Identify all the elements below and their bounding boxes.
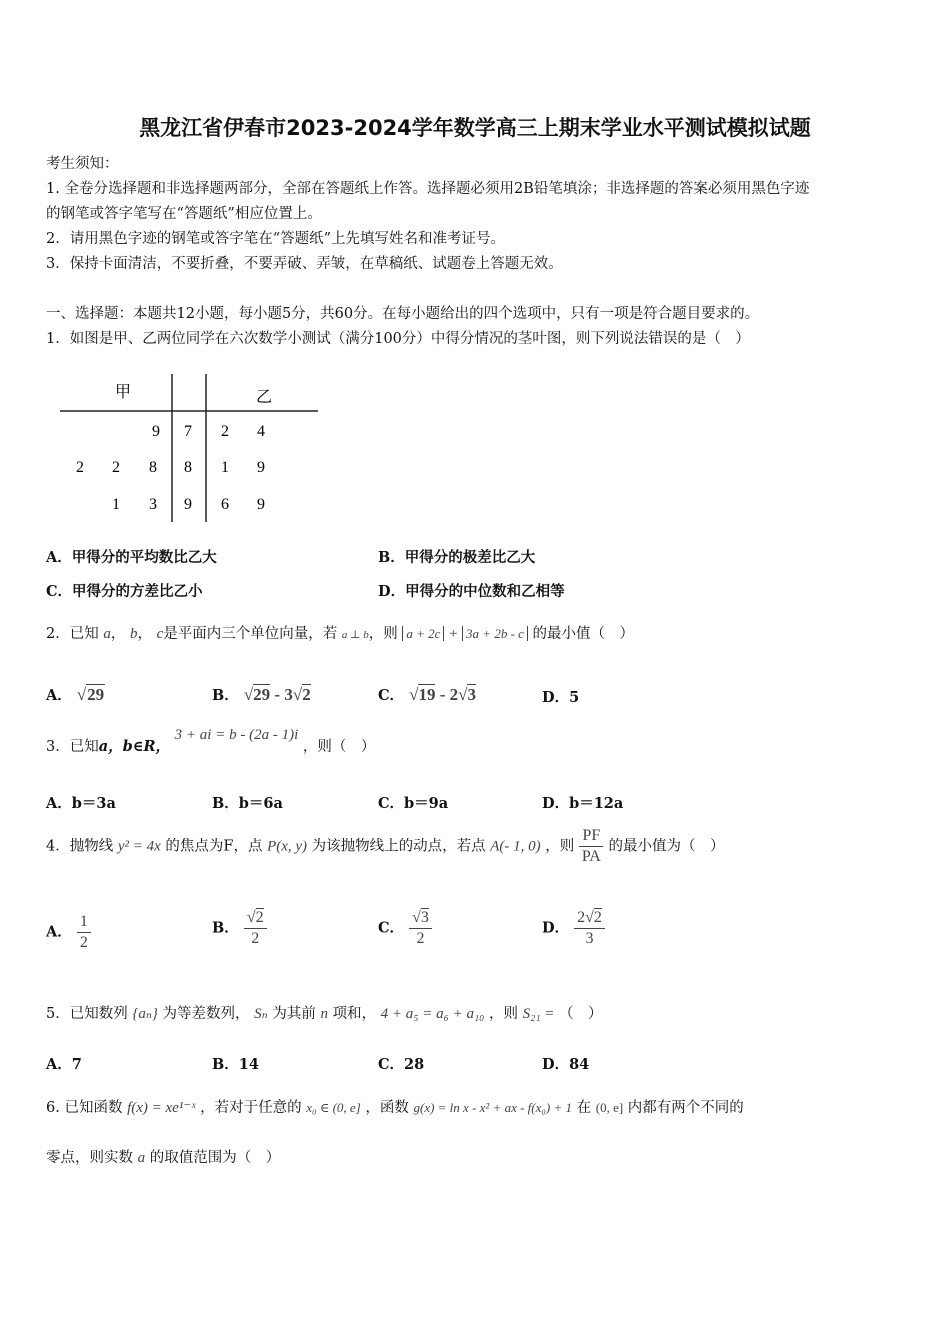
q1-stem: 1．如图是甲、乙两位同学在六次数学小测试（满分100分）中得分情况的茎叶图，则下列说法错误的是（ ） bbox=[46, 331, 750, 347]
q3-option-c: C．b＝9a bbox=[378, 795, 449, 812]
q4-option-b: B． $\frac{√2}{2}$ bbox=[212, 908, 267, 949]
q5-stem: 5．已知数列 {aₙ} 为等差数列， Sₙ 为其前 n 项和， 4 + a₅ = a₆ + a₁₀ ，则 S₂₁ = （ ） bbox=[46, 1006, 603, 1022]
leaf-yi: 9 bbox=[257, 496, 265, 513]
stem-value: 8 bbox=[184, 459, 192, 476]
leaf-jia: 3 bbox=[149, 496, 157, 513]
leaf-yi: 4 bbox=[257, 423, 265, 440]
section-heading: 一、选择题：本题共12小题，每小题5分，共60分。在每小题给出的四个选项中，只有一项是符合题目要求的。 bbox=[46, 306, 760, 322]
leaf-yi: 1 bbox=[221, 459, 229, 476]
notice-heading: 考生须知： bbox=[46, 156, 119, 172]
leaf-jia: 2 bbox=[112, 459, 120, 476]
leaf-jia: 1 bbox=[112, 496, 120, 513]
leaf-yi: 9 bbox=[257, 459, 265, 476]
q5-option-d: D．84 bbox=[542, 1056, 590, 1073]
page-title: 黑龙江省伊春市2023-2024学年数学高三上期末学业水平测试模拟试题 bbox=[139, 116, 811, 140]
q3-stem: 3．已知a，b∈R， 3 + ai = b - (2a - 1)i ，则（ ） bbox=[46, 727, 376, 755]
q2-option-d: D．5 bbox=[542, 689, 580, 706]
stem-value: 9 bbox=[184, 496, 192, 513]
q2-option-b: B． √29 - 3√2 bbox=[212, 685, 311, 704]
notice-item-2: 2．请用黑色字迹的钢笔或答字笔在“答题纸”上先填写姓名和准考证号。 bbox=[46, 231, 506, 247]
q1-option-d: D．甲得分的中位数和乙相等 bbox=[378, 583, 565, 600]
q2-option-a: A． √29 bbox=[46, 685, 105, 704]
leaf-jia: 2 bbox=[76, 459, 84, 476]
leaf-yi: 6 bbox=[221, 496, 229, 513]
q3-option-a: A．b＝3a bbox=[46, 795, 116, 812]
q4-stem: 4．抛物线 y² = 4x 的焦点为F，点 P(x, y) 为该抛物线上的动点，若点 A(- 1, 0) ，则 $\frac{PF}{PA}$ 的最小值为（ ） bbox=[46, 827, 725, 865]
right-header: 乙 bbox=[256, 389, 273, 406]
leaf-jia: 8 bbox=[149, 459, 157, 476]
leaf-jia: 9 bbox=[152, 423, 160, 440]
leaf-yi: 2 bbox=[221, 423, 229, 440]
q3-option-d: D．b＝12a bbox=[542, 795, 624, 812]
q5-option-a: A．7 bbox=[46, 1056, 82, 1073]
q5-option-b: B．14 bbox=[212, 1056, 259, 1073]
q6-stem-line-1: 6. 已知函数 f(x) = xe¹⁻ˣ ，若对于任意的 x₀ ∈ (0, e] ，函数 g(x) = ln x - x² + ax - f(x₀) + 1 在 (0, e] 内都有两个不同的 bbox=[46, 1100, 744, 1116]
stem-leaf-plot bbox=[58, 372, 323, 524]
notice-item-1-line-2: 的钢笔或答字笔写在“答题纸”相应位置上。 bbox=[46, 206, 322, 222]
q4-option-c: C． $\frac{√3}{2}$ bbox=[378, 908, 432, 949]
q2-stem: 2．已知 a， b， c是平面内三个单位向量，若 a ⊥ b，则 a + 2c + 3a + 2b - c 的最小值（ ） bbox=[46, 626, 635, 642]
notice-item-3: 3．保持卡面清洁，不要折叠，不要弄破、弄皱，在草稿纸、试题卷上答题无效。 bbox=[46, 256, 563, 272]
q1-option-a: A．甲得分的平均数比乙大 bbox=[46, 549, 217, 566]
q4-option-a: A． $\frac{1}{2}$ bbox=[46, 912, 91, 953]
q1-option-b: B．甲得分的极差比乙大 bbox=[378, 549, 536, 566]
q2-option-c: C． √19 - 2√3 bbox=[378, 685, 476, 704]
q3-option-b: B．b＝6a bbox=[212, 795, 283, 812]
q4-option-d: D． $\frac{2√2}{3}$ bbox=[542, 908, 605, 949]
q1-option-c: C．甲得分的方差比乙小 bbox=[46, 583, 203, 600]
left-header: 甲 bbox=[115, 384, 132, 401]
stem-value: 7 bbox=[184, 423, 192, 440]
notice-item-1-line-1: 1. 全卷分选择题和非选择题两部分，全部在答题纸上作答。选择题必须用2B铅笔填涂；非选择题的答案必须用黑色字迹 bbox=[46, 181, 810, 197]
q5-option-c: C．28 bbox=[378, 1056, 425, 1073]
q6-stem-line-2: 零点，则实数 a 的取值范围为（ ） bbox=[46, 1150, 281, 1166]
